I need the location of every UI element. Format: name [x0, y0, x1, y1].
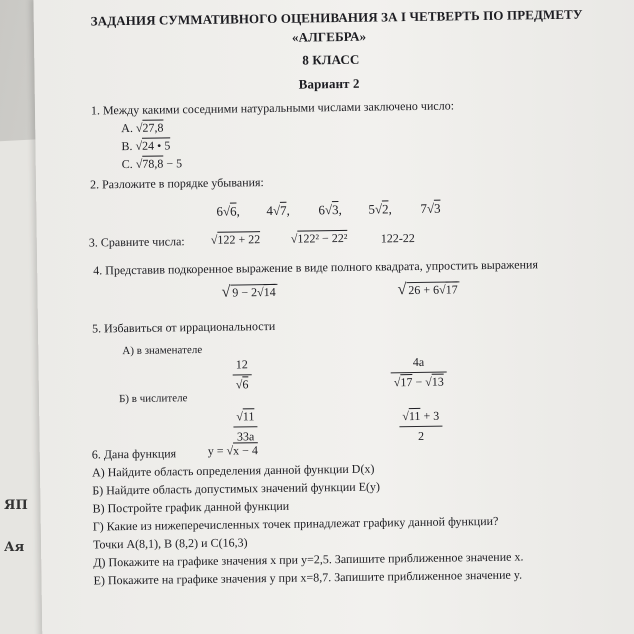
margin-note: Ая [4, 540, 25, 555]
q2-item-1: 6√6, [216, 203, 240, 219]
q6-part-b: Б) Найдите область допустимых значений функции E(y) [92, 479, 381, 498]
document-title: ЗАДАНИЯ СУММАТИВНОГО ОЦЕНИВАНИЯ ЗА I ЧЕТВЕРТЬ ПО ПРЕДМЕТУ [90, 6, 583, 29]
variant-label: Вариант 2 [298, 75, 360, 92]
q5-a-fraction-1: 12 √6 [232, 357, 251, 392]
question-2: 2. Разложите в порядке убывания: [89, 175, 264, 192]
q3-expr-1: √122 + 22 [210, 232, 261, 247]
q2-item-2: 4√7, [266, 202, 290, 219]
q3-expr-2: √122² − 22² [290, 230, 348, 246]
q5-b-fraction-1: √11 33a [233, 409, 258, 444]
q6-function: y = √x − 4 [207, 443, 259, 458]
grade-label: 8 КЛАСС [302, 51, 360, 68]
question-4: 4. Представив подкоренное выражение в виде полного квадрата, упростить выражения [93, 257, 539, 278]
q1-option-a: А. √27,8 [121, 120, 164, 136]
question-1: 1. Между какими соседними натуральными числами заключено число: [90, 98, 455, 118]
q2-item-3: 6√3, [318, 202, 342, 218]
q6-part-c: В) Постройте график данной функции [92, 498, 290, 516]
q6-part-a: А) Найдите область определения данной функции D(x) [91, 461, 375, 480]
q6-part-d: Г) Какие из нижеперечисленных точек принадлежат графику данной функции? [92, 513, 499, 534]
q2-item-4: 5√2, [368, 201, 392, 217]
q6-points: Точки А(8,1), В (8,2) и С(16,3) [92, 535, 248, 552]
margin-note: ЯП [4, 498, 28, 513]
question-5: 5. Избавиться от иррациональности [91, 318, 276, 336]
worksheet [33, 0, 634, 634]
q5-part-b: Б) в числителе [118, 392, 188, 406]
q6-part-e: Д) Покажите на графике значения x при y=2,5. Запишите приближенное значение x. [93, 549, 524, 570]
q3-expr-3: 122-22 [380, 230, 415, 246]
q5-a-fraction-2: 4a √17 − √13 [390, 355, 446, 391]
question-3: 3. Сравните числа: [88, 234, 185, 250]
q4-expr-1: √ 9 − 2√14 [221, 283, 276, 301]
q5-part-a: А) в знаменателе [122, 343, 203, 358]
q5-b-fraction-2: √11 + 3 2 [399, 409, 442, 445]
q1-option-b: В. √24 • 5 [121, 138, 171, 154]
question-6: 6. Дана функция [91, 446, 177, 462]
q2-item-5: 7√3 [420, 200, 441, 216]
q6-part-f: Е) Покажите на графике значения y при x=8,7. Запишите приближенное значение y. [93, 567, 523, 588]
document-subject: «АЛГЕБРА» [291, 28, 367, 45]
q1-option-c: С. √78,8 − 5 [121, 156, 183, 172]
q4-expr-2: √ 26 + 6√17 [397, 281, 458, 299]
